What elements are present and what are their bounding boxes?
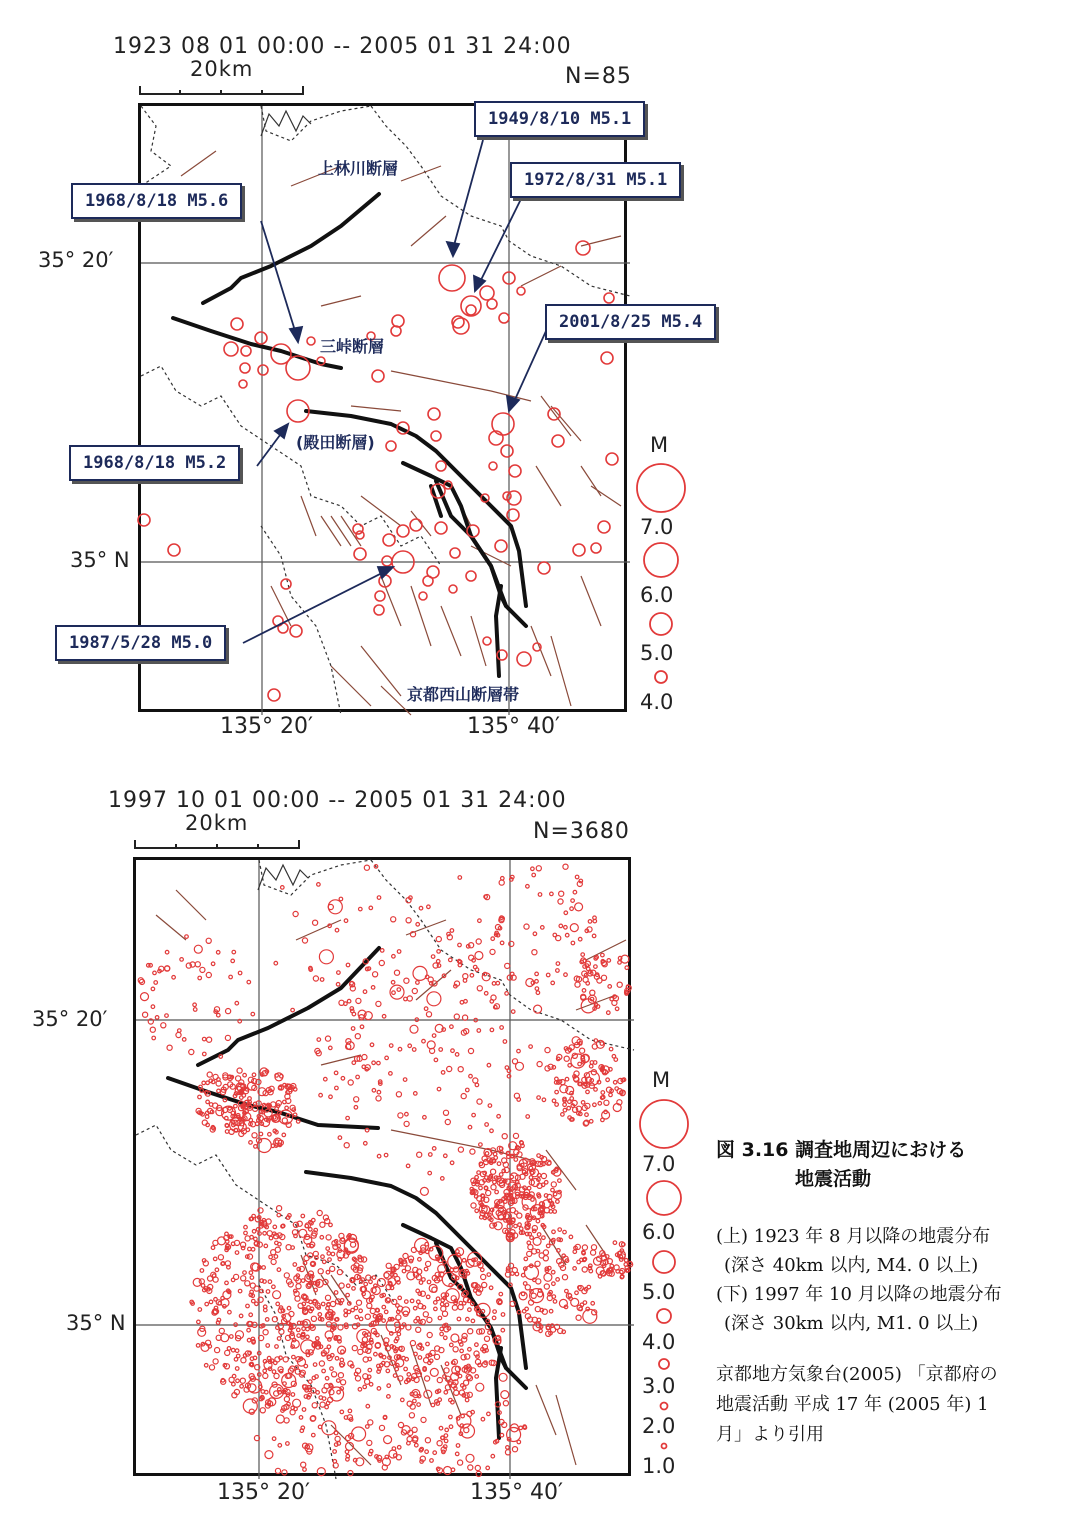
fault-label-tonoda: (殿田断層) xyxy=(296,433,375,452)
bottom-legend-label-6: 6.0 xyxy=(642,1220,676,1244)
bottom-legend-label-5: 5.0 xyxy=(642,1280,676,1304)
callout-1972: 1972/8/31 M5.1 xyxy=(510,162,681,198)
callout-1968-m56: 1968/8/18 M5.6 xyxy=(71,183,242,219)
top-legend-title: M xyxy=(650,433,669,457)
bottom-legend-title: M xyxy=(652,1068,671,1092)
bottom-lat-label-35-20: 35° 20′ xyxy=(32,1007,108,1031)
caption-line-4: (深さ 30km 以内, M1. 0 以上) xyxy=(724,1313,979,1334)
fault-label-mitoke: 三峠断層 xyxy=(320,337,385,356)
bottom-legend-label-2: 2.0 xyxy=(642,1414,676,1438)
callout-2001: 2001/8/25 M5.4 xyxy=(545,304,716,340)
bottom-legend-label-7: 7.0 xyxy=(642,1152,676,1176)
callout-1949: 1949/8/10 M5.1 xyxy=(474,101,645,137)
callout-1968-m52: 1968/8/18 M5.2 xyxy=(69,445,240,481)
caption-source-2: 地震活動 平成 17 年 (2005 年) 1 xyxy=(716,1394,989,1415)
bottom-map-canvas xyxy=(136,860,634,1479)
bottom-legend-label-4: 4.0 xyxy=(642,1330,676,1354)
top-lon-label-135-20: 135° 20′ xyxy=(220,714,313,739)
top-legend-label-7: 7.0 xyxy=(640,515,674,539)
top-period-label: 1923 08 01 00:00 -- 2005 01 31 24:00 xyxy=(113,34,572,59)
caption-line-1: (上) 1923 年 8 月以降の地震分布 xyxy=(716,1226,991,1247)
top-legend-label-5: 5.0 xyxy=(640,641,674,665)
bottom-map-frame xyxy=(133,857,631,1476)
caption-line-3: (下) 1997 年 10 月以降の地震分布 xyxy=(716,1284,1002,1305)
caption-source-1: 京都地方気象台(2005) 「京都府の xyxy=(716,1364,998,1385)
bottom-quake-markers xyxy=(138,864,633,1476)
top-count-label: N=85 xyxy=(565,64,632,89)
caption-line-2: (深さ 40km 以内, M4. 0 以上) xyxy=(724,1255,979,1276)
bottom-lon-label-135-20: 135° 20′ xyxy=(217,1480,310,1505)
top-scale-label: 20km xyxy=(190,57,254,81)
bottom-legend-label-1: 1.0 xyxy=(642,1454,676,1478)
fault-label-nishiyama: 京都西山断層帯 xyxy=(407,685,520,704)
fault-label-kanbayashigawa: 上林川断層 xyxy=(318,159,399,178)
bottom-count-label: N=3680 xyxy=(533,819,630,844)
caption-source-3: 月」より引用 xyxy=(716,1424,824,1445)
bottom-lat-label-35: 35° N xyxy=(66,1311,126,1335)
caption-title-line1: 図 3.16 調査地周辺における xyxy=(716,1139,967,1161)
top-legend-label-4: 4.0 xyxy=(640,690,674,714)
top-legend-label-6: 6.0 xyxy=(640,583,674,607)
bottom-period-label: 1997 10 01 00:00 -- 2005 01 31 24:00 xyxy=(108,788,567,813)
callout-1987: 1987/5/28 M5.0 xyxy=(55,625,226,661)
top-lon-label-135-40: 135° 40′ xyxy=(467,714,560,739)
top-lat-label-35: 35° N xyxy=(70,548,130,572)
bottom-scale-label: 20km xyxy=(185,811,249,835)
bottom-lon-label-135-40: 135° 40′ xyxy=(470,1480,563,1505)
caption-title-line2: 地震活動 xyxy=(795,1168,872,1190)
top-lat-label-35-20: 35° 20′ xyxy=(38,248,114,272)
bottom-legend-label-3: 3.0 xyxy=(642,1374,676,1398)
